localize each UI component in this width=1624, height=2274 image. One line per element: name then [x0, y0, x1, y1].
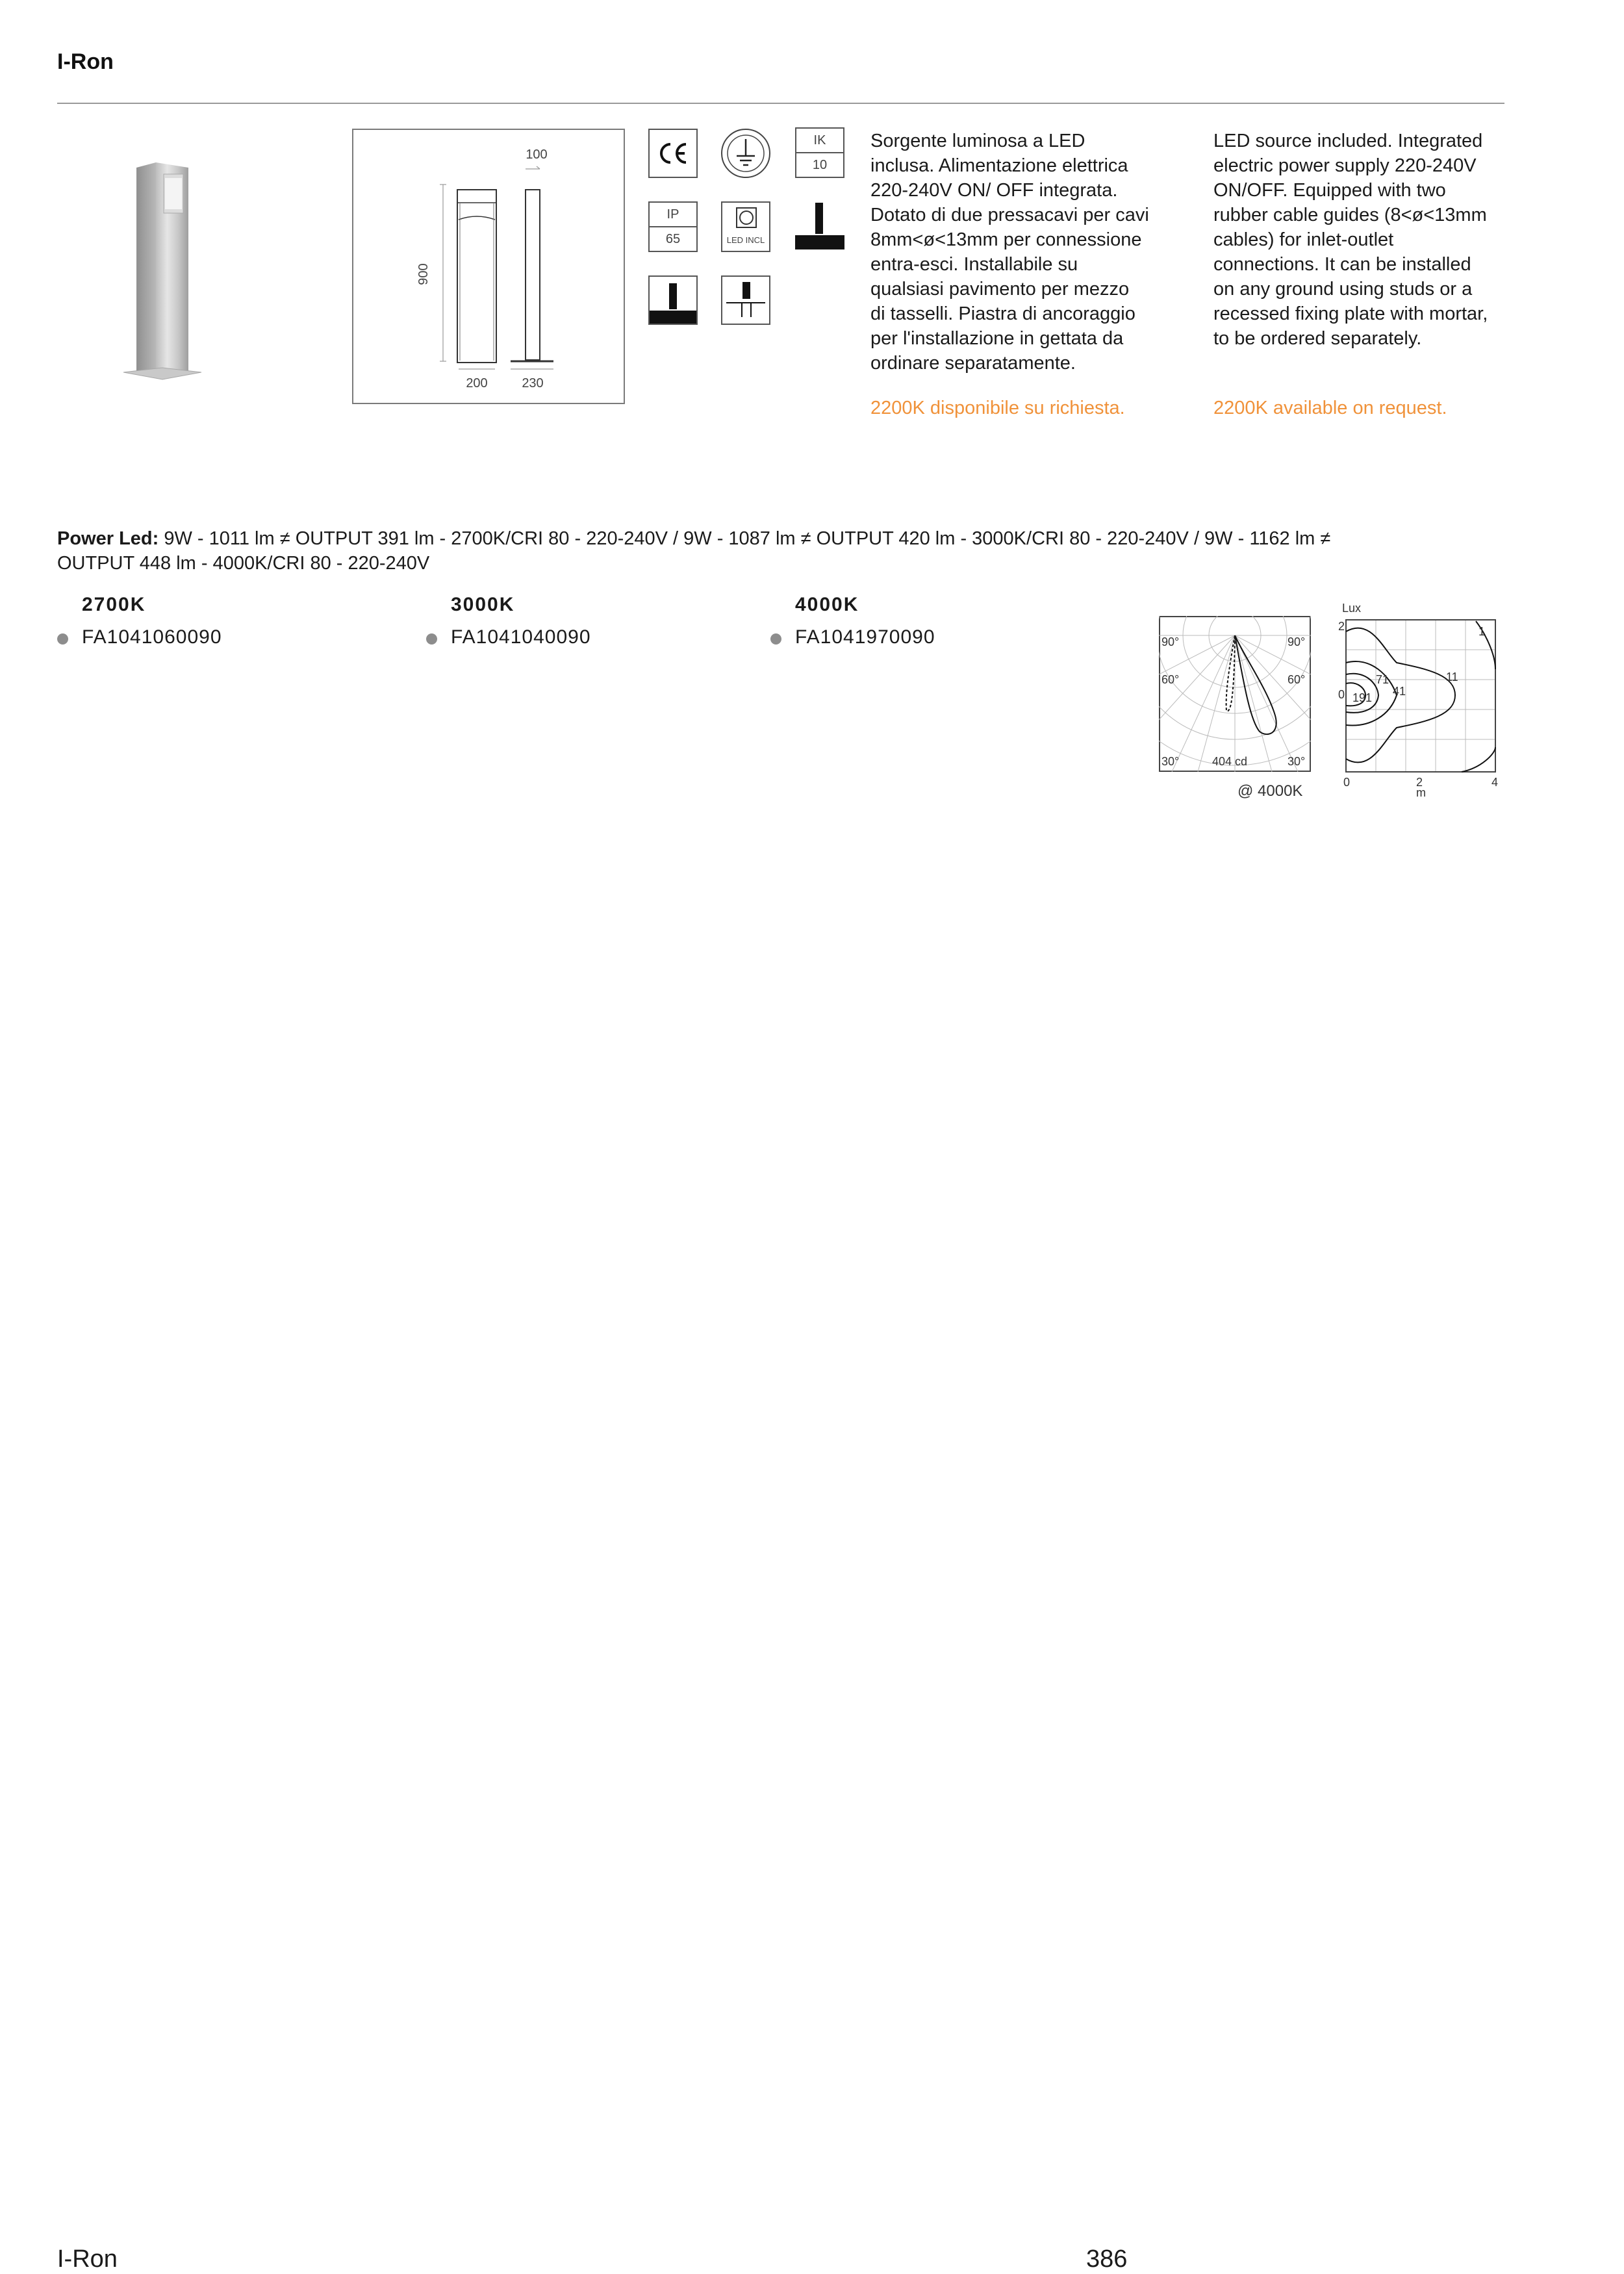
- isolux-contour-label: 11: [1446, 671, 1458, 683]
- availability-note-italian: 2200K disponibile su richiesta.: [870, 398, 1125, 418]
- ik-label: IK: [813, 133, 826, 147]
- isolux-y-tick: 0: [1338, 688, 1345, 701]
- variant-temp-2700k: 2700K: [82, 594, 146, 615]
- page-title: I-Ron: [57, 49, 114, 74]
- polar-angle-label: 90°: [1288, 635, 1306, 648]
- description-english: [1213, 129, 1519, 351]
- isolux-unit-x: m: [1416, 786, 1426, 799]
- polar-angle-label: 60°: [1161, 673, 1180, 686]
- variant-color-dot: [426, 633, 437, 645]
- ip-rating-icon: [648, 201, 698, 252]
- desc-en-line: rubber cable guides (8<ø<13mm: [1213, 205, 1487, 225]
- power-led-line-1: 9W - 1011 lm ≠ OUTPUT 391 lm - 2700K/CRI 80 - 220-240V / 9W - 1087 lm ≠ OUTPUT 420 lm - 3000K/CRI 80 - 220-240V / 9W - 1162 lm ≠: [159, 528, 1331, 549]
- desc-en-line: electric power supply 220-240V: [1213, 155, 1477, 176]
- desc-it-line: inclusa. Alimentazione elettrica: [870, 155, 1128, 176]
- led-incl-label: LED INCL: [726, 235, 765, 245]
- ik-value: 10: [796, 152, 843, 177]
- isolux-y-tick: 2: [1338, 620, 1345, 633]
- dim-height-label: 900: [416, 263, 431, 285]
- isolux-contour-label: 41: [1393, 685, 1406, 698]
- variant-code-3000k: FA1041040090: [451, 626, 591, 648]
- polar-angle-label: 60°: [1288, 673, 1306, 686]
- ip-label: IP: [666, 207, 679, 222]
- isolux-contour-label: 1: [1478, 625, 1486, 638]
- variant-code-4000k: FA1041970090: [795, 626, 935, 648]
- isolux-diagram: [1325, 598, 1501, 806]
- variant-temp-4000k: 4000K: [795, 594, 859, 615]
- page-number: 386: [1086, 2245, 1128, 2273]
- header-divider: [57, 103, 1504, 104]
- isolux-unit-y: Lux: [1342, 602, 1362, 615]
- desc-it-line: 8mm<ø<13mm per connessione: [870, 229, 1142, 250]
- product-photo: [117, 148, 208, 389]
- dim-base-left-label: 200: [466, 376, 488, 390]
- polar-photometric-diagram: [1159, 616, 1311, 772]
- recessed-plate-icon: [721, 275, 770, 325]
- dim-top-label: 100: [526, 147, 548, 162]
- desc-en-line: to be ordered separately.: [1213, 328, 1422, 349]
- desc-it-line: per l'installazione in gettata da: [870, 328, 1124, 349]
- desc-it-line: Sorgente luminosa a LED: [870, 131, 1085, 151]
- desc-en-line: ON/OFF. Equipped with two: [1213, 180, 1446, 201]
- polar-angle-label: 90°: [1161, 635, 1180, 648]
- variant-temp-3000k: 3000K: [451, 594, 515, 615]
- ik-rating-icon: [795, 127, 844, 178]
- power-led-label: Power Led:: [57, 528, 159, 549]
- desc-it-line: ordinare separatamente.: [870, 353, 1076, 374]
- isolux-contour-label: 71: [1376, 673, 1389, 686]
- ce-mark-icon: [648, 129, 698, 178]
- polar-angle-label: 30°: [1161, 755, 1180, 768]
- led-included-icon: [721, 201, 770, 252]
- desc-en-line: connections. It can be installed: [1213, 254, 1471, 275]
- dim-base-right-label: 230: [522, 376, 544, 390]
- ip-value: 65: [650, 226, 696, 251]
- desc-en-line: LED source included. Integrated: [1213, 131, 1483, 151]
- desc-it-line: qualsiasi pavimento per mezzo: [870, 279, 1130, 300]
- desc-it-line: entra-esci. Installabile su: [870, 254, 1078, 275]
- isolux-x-tick: 4: [1491, 776, 1499, 789]
- isolux-x-tick: 2: [1416, 776, 1423, 789]
- availability-note-english: 2200K available on request.: [1213, 398, 1447, 418]
- desc-it-line: Dotato di due pressacavi per cavi: [870, 205, 1149, 225]
- power-led-spec: [57, 526, 1512, 576]
- variant-color-dot: [770, 633, 781, 645]
- ground-mount-icon: [794, 199, 846, 252]
- desc-en-line: on any ground using studs or a: [1213, 279, 1473, 300]
- variant-code-2700k: FA1041060090: [82, 626, 222, 648]
- desc-en-line: recessed fixing plate with mortar,: [1213, 303, 1488, 324]
- polar-peak-label: 404 cd: [1212, 755, 1248, 768]
- desc-en-line: cables) for inlet-outlet: [1213, 229, 1394, 250]
- desc-it-line: 220-240V ON/ OFF integrata.: [870, 180, 1118, 201]
- description-italian: [870, 129, 1195, 376]
- dimension-drawing: [352, 129, 625, 404]
- isolux-contour-label: 191: [1352, 691, 1373, 704]
- photometry-caption: @ 4000K: [1237, 782, 1303, 800]
- floor-install-icon: [648, 275, 698, 325]
- isolux-x-tick: 0: [1343, 776, 1351, 789]
- footer-title: I-Ron: [57, 2245, 118, 2273]
- desc-it-line: di tasselli. Piastra di ancoraggio: [870, 303, 1136, 324]
- polar-angle-label: 30°: [1288, 755, 1306, 768]
- earth-ground-icon: [720, 127, 772, 179]
- variant-color-dot: [57, 633, 68, 645]
- power-led-line-2: OUTPUT 448 lm - 4000K/CRI 80 - 220-240V: [57, 553, 430, 574]
